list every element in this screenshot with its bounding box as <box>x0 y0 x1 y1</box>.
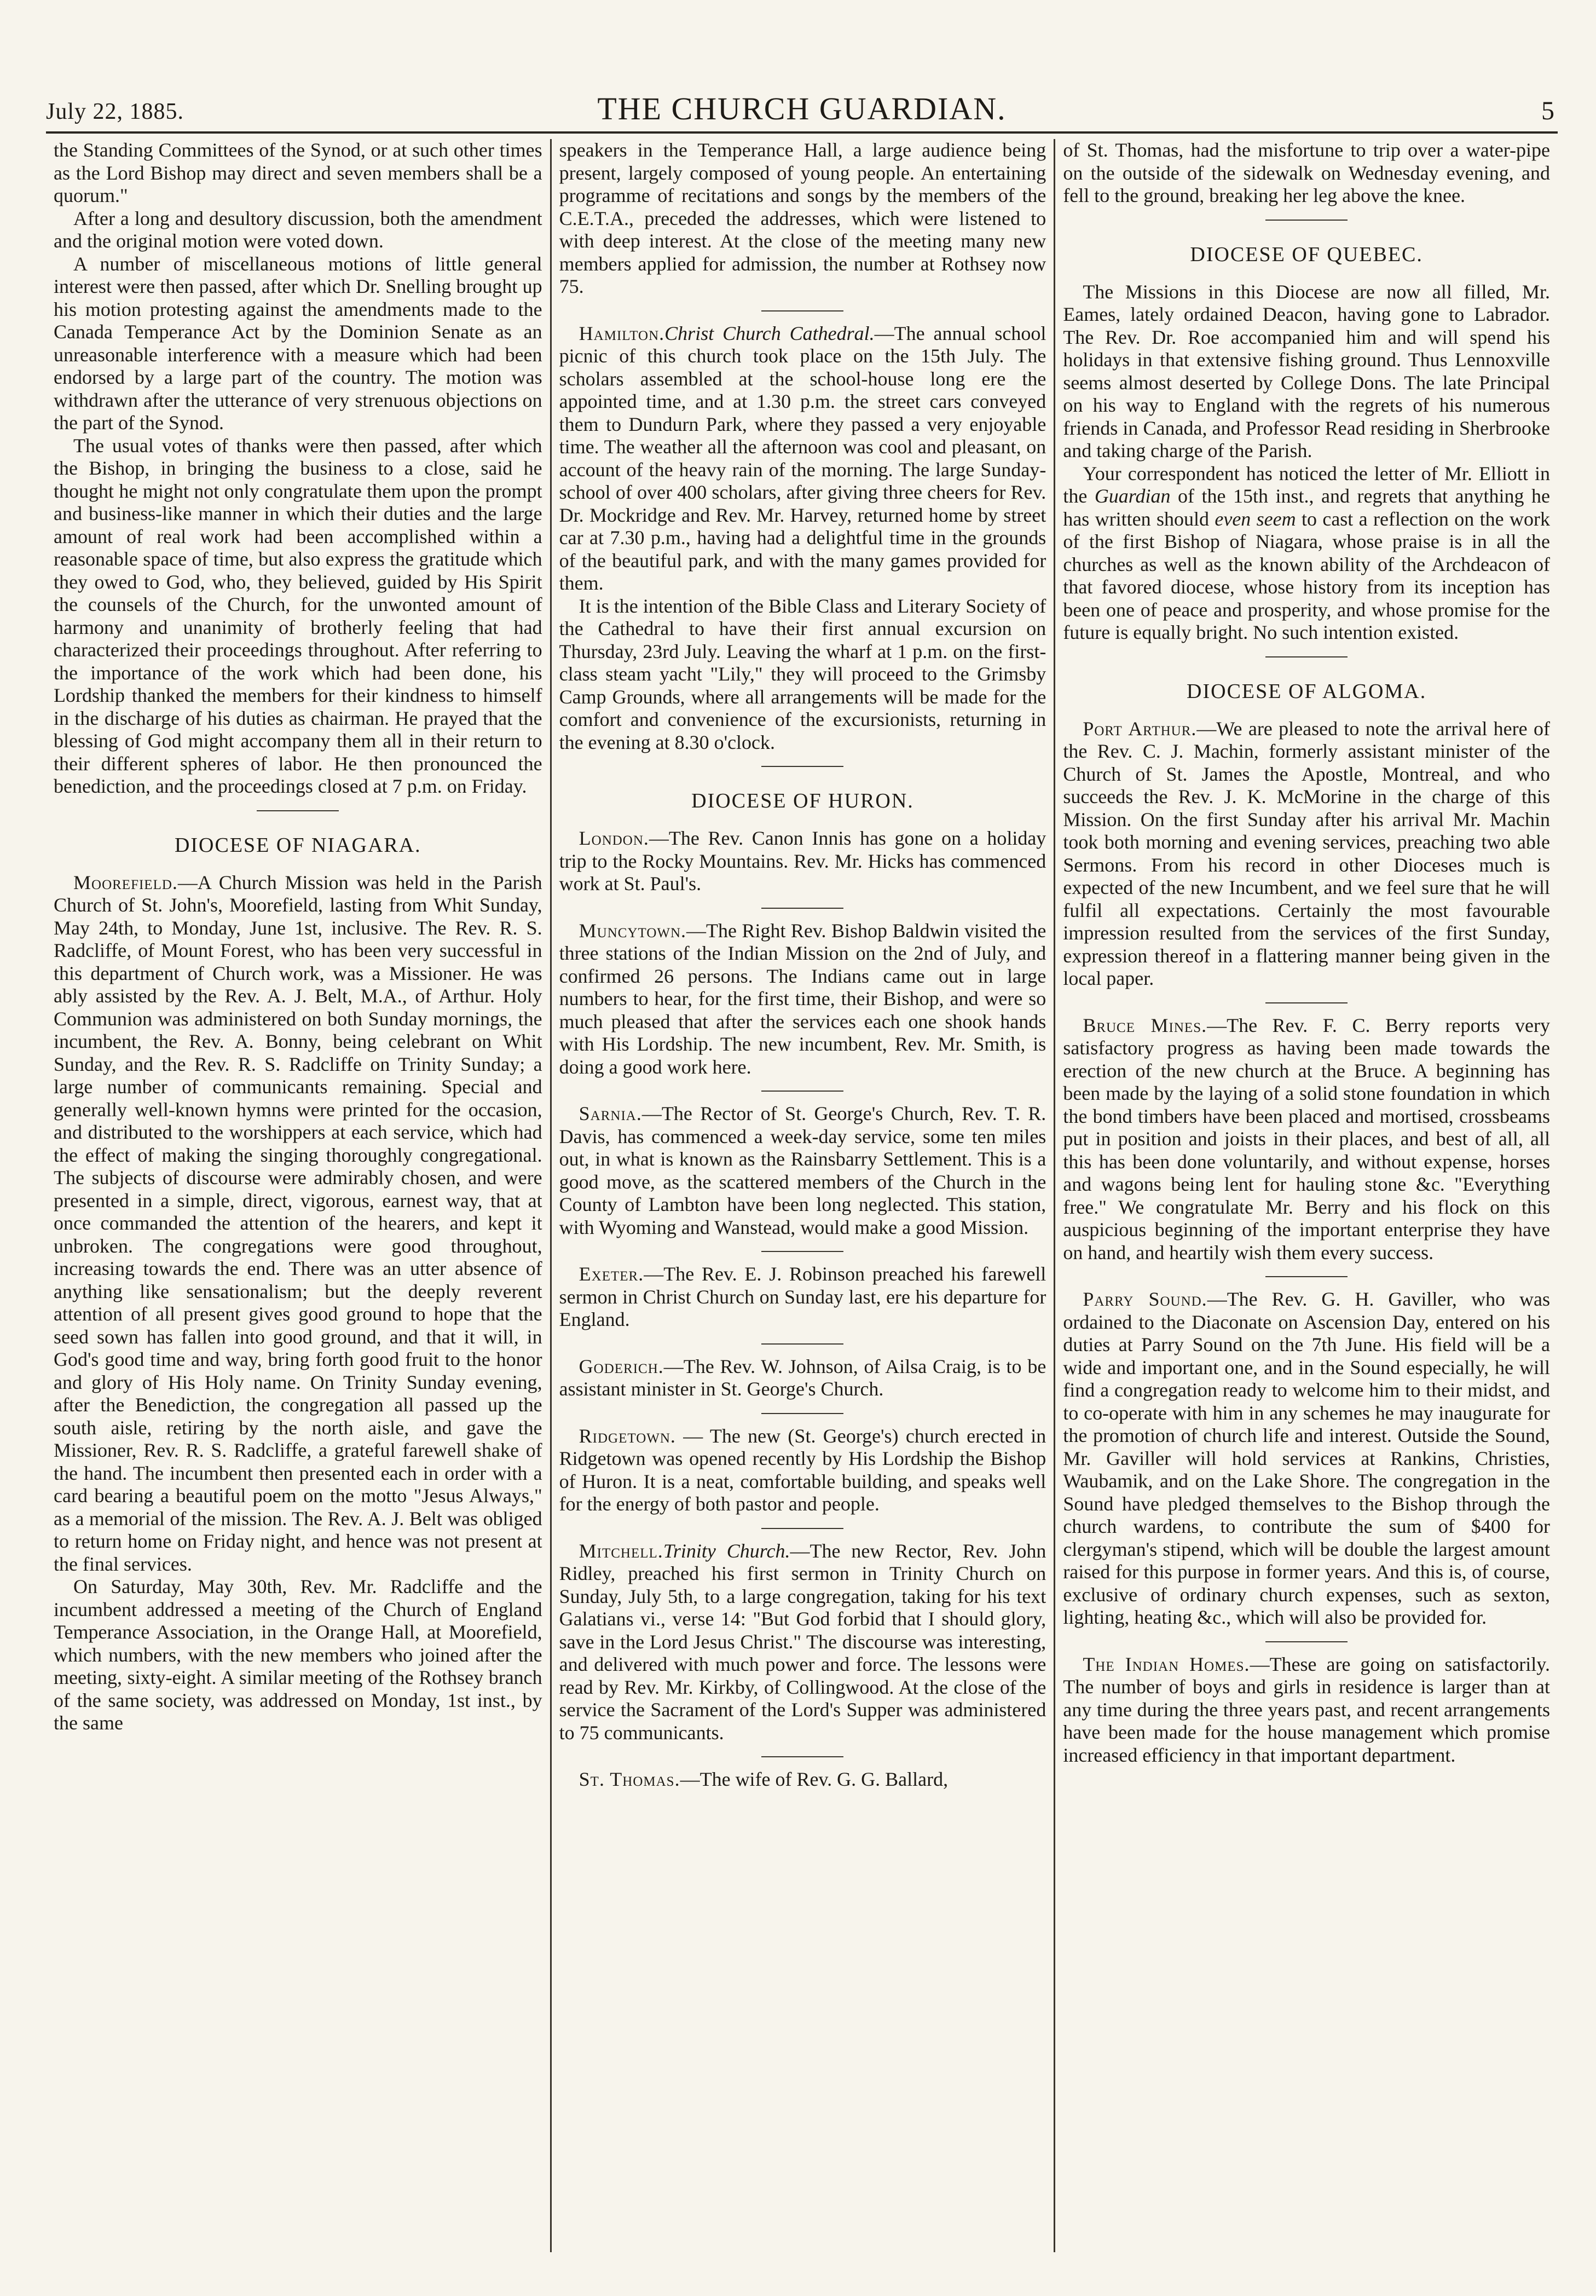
place-name: Exeter. <box>579 1263 644 1285</box>
place-name: St. Thomas. <box>579 1768 680 1790</box>
divider <box>761 1528 843 1529</box>
paragraph: On Saturday, May 30th, Rev. Mr. Radcliffe and the incumbent addressed a meeting of the Church of England Temperance Association, in the Orange Hall, at Moorefield, which numbers, with the new members who joined after the meeting, sixty-eight. A similar meeting of the Rothsey branch of the same society, was addressed on Monday, 1st inst., by the same <box>54 1576 542 1734</box>
paragraph <box>559 1355 1046 1401</box>
divider <box>1265 220 1348 221</box>
place-name: Goderich. <box>579 1355 664 1377</box>
paragraph: The usual votes of thanks were then passed, after which the Bishop, in bringing the business to a close, said he thought he might not only congratulate them upon the prompt and business-like manner in which their duties and the large amount of real work had been accomplished within a reasonable space of time, but also express the gratitude which they owed to God, who, they believed, guided by His Spirit the counsels of the Church, for the unwonted amount of harmony and unanimity of brotherly feeling that had characterized their proceedings throughout. After referring to the importance of the work which had been done, his Lordship thanked the members for their kindness to himself in the discharge of his duties as chairman. He prayed that the blessing of God might accompany them all in their return to their different spheres of labor. He then pronounced the benediction, and the proceedings closed at 7 p.m. on Friday. <box>54 434 542 797</box>
divider <box>761 310 843 311</box>
paragraph-text: — The new (St. George's) church erected in Ridgetown was opened recently by His Lordship the Bishop of Huron. It is a neat, comfortable building, and speaks well for the energy of both pastor and people. <box>559 1424 1046 1515</box>
paragraph <box>1063 1288 1550 1629</box>
place-name: Ridgetown. <box>579 1424 676 1447</box>
divider <box>1265 1002 1348 1003</box>
divider <box>761 1251 843 1252</box>
paragraph <box>1063 718 1550 990</box>
paragraph-text: —The Rev. G. H. Gaviller, who was ordained to the Diaconate on Ascension Day, entered on his duties at Parry Sound on the 7th June. His field will be a wide and important one, and in the Sound especially, he will find a congregation ready to welcome him to their midst, and to co-operate with him in any schemes he may inaugurate for the promotion of church life and interest. Outside the Sound, Mr. Gaviller will hold services at Rankins, Christies, Waubamik, and on the Lake Shore. The congregation in the Sound have pledged themselves to the Bishop through the church wardens, to contribute the sum of $400 for clergyman's stipend, which will be double the largest amount raised for this purpose in former years. And this is, of course, exclusive of ordinary church expenses, such as sexton, lighting, heating &c., which will also be provided for. <box>1063 1288 1550 1628</box>
paragraph: After a long and desultory discussion, both the amendment and the original motion were voted down. <box>54 207 542 252</box>
place-name: Sarnia. <box>579 1103 642 1124</box>
church-name: Trinity Church. <box>663 1539 790 1562</box>
masthead <box>46 82 1558 134</box>
paragraph-text: Your correspondent has noticed the letter of Mr. Elliott in the <box>1063 462 1550 507</box>
paragraph-text: —The Rev. F. C. Berry reports very satisfactory progress as having been made towards the erection of the new church at the Bruce. A beginning has been made by the laying of a solid stone foundation in which the bond timbers have been placed and mortised, crossbeams put in position and joists in their places, and best of all, all this has been done voluntarily, and without expense, horses and wagons being lent for hauling stone &c. "Everything free." We congratulate Mr. Berry and his flock on this auspicious beginning of the important enterprise they have on hand, and heartily wish them every success. <box>1063 1014 1550 1264</box>
divider <box>761 766 843 767</box>
column-1 <box>46 139 550 2252</box>
page-number: 5 <box>1541 96 1554 125</box>
place-name: Parry Sound. <box>1083 1288 1207 1310</box>
divider <box>761 1091 843 1092</box>
paragraph-text: —The annual school picnic of this church took place on the 15th July. The scholars assembled at the school-house long ere the appointed time, and at 1.30 p.m. the street cars conveyed them to Dundurn Park, where they passed a very enjoyable time. The weather all the afternoon was cool and pleasant, on account of the heavy rain of the morning. The large Sunday-school of over 400 scholars, after giving three cheers for Rev. Dr. Mockridge and Rev. Mr. Harvey, returned home by street car at 7.30 p.m., having had a delightful time in the grounds of the beautiful park, and with the many games provided for them. <box>559 322 1046 594</box>
divider <box>761 1756 843 1757</box>
paragraph-text: of the 15th inst., and regrets that anything he has written should <box>1063 485 1550 530</box>
emphasis-text: even seem <box>1215 507 1296 530</box>
paragraph-text: —The Rev. E. J. Robinson preached his farewell sermon in Christ Church on Sunday last, ere his departure for England. <box>559 1263 1046 1330</box>
place-name: London. <box>579 827 649 849</box>
paragraph <box>1063 463 1550 644</box>
divider <box>1265 1641 1348 1642</box>
paragraph <box>54 872 542 1576</box>
divider <box>257 810 339 811</box>
paragraph: The Missions in this Diocese are now all filled, Mr. Eames, lately ordained Deacon, having gone to Labrador. The Rev. Dr. Roe accompanied him and will spend his holidays in that extensive fishing ground. Thus Lennoxville seems almost deserted by College Dons. The late Principal on his way to England with the regrets of his numerous friends in Canada, and Professor Read residing in Sherbrooke and taking charge of the Parish. <box>1063 280 1550 461</box>
paragraph <box>559 1263 1046 1331</box>
place-name: Moorefield. <box>73 871 178 893</box>
divider <box>1265 656 1348 657</box>
place-name: Port Arthur. <box>1083 717 1197 740</box>
paragraph <box>559 1103 1046 1239</box>
place-name: Bruce Mines. <box>1083 1014 1207 1036</box>
divider <box>761 1413 843 1414</box>
section-heading: DIOCESE OF QUEBEC. <box>1190 243 1423 266</box>
place-name: Hamilton. <box>579 322 665 344</box>
paragraph-text: —The new Rector, Rev. John Ridley, preached his first sermon in Trinity Church on Sunday, July 5th, to a large congregation, taking for his text Galatians vi., verse 14: "But God forbid that I should glory, save in the Lord Jesus Christ." The discourse was interesting, and delivered with much power and force. The lessons were read by Rev. Mr. Kirkby, of Collingwood. At the close of the service the Sacrament of the Lord's Supper was administered to 75 communicants. <box>559 1539 1046 1744</box>
column-2 <box>550 139 1054 2252</box>
paragraph: the Standing Committees of the Synod, or at such other times as the Lord Bishop may direct and seven members shall be a quorum." <box>54 139 542 206</box>
divider <box>761 1343 843 1345</box>
paragraph: speakers in the Temperance Hall, a large audience being present, largely composed of young people. An entertaining programme of recitations and songs by the members of the C.E.T.A., preceded the addresses, which were listened to with deep interest. At the close of the meeting many new members applied for admission, the number at Rothsey now 75. <box>559 139 1046 297</box>
church-name: Christ Church Cathedral. <box>664 322 875 344</box>
paragraph-text: —The wife of Rev. G. G. Ballard, <box>680 1768 949 1790</box>
section-heading: DIOCESE OF NIAGARA. <box>174 833 421 857</box>
paragraph-text: —The Rector of St. George's Church, Rev. T. R. Davis, has commenced a week-day service, some ten miles out, in what is known as the Rainsbarry Settlement. This is a good move, as the scattered members of the Church in the County of Lambton have been long neglected. This station, with Wyoming and Wanstead, would make a good Mission. <box>559 1103 1046 1238</box>
paragraph-text: —The Right Rev. Bishop Baldwin visited the three stations of the Indian Mission on the 2nd of July, and confirmed 26 persons. The Indians came out in large numbers to hear, for the first time, their Bishop, and were so much pleased that after the services each one shook hands with His Lordship. The new incumbent, Rev. Mr. Smith, is doing a good work here. <box>559 919 1046 1078</box>
paragraph-text: —The Rev. Canon Innis has gone on a holiday trip to the Rocky Mountains. Rev. Mr. Hicks has commenced work at St. Paul's. <box>559 827 1046 895</box>
paragraph <box>559 1425 1046 1516</box>
paragraph: of St. Thomas, had the misfortune to trip over a water-pipe on the outside of the sidewalk on Wednesday evening, and fell to the ground, breaking her leg above the knee. <box>1063 139 1550 206</box>
paragraph-text: —These are going on satisfactorily. The number of boys and girls in residence is larger than at any time during the three years past, and recent arrangements have been made for the house management which promise increased efficiency in that important department. <box>1063 1653 1550 1766</box>
issue-date: July 22, 1885. <box>46 99 184 124</box>
paragraph <box>559 322 1046 595</box>
newspaper-title: THE CHURCH GUARDIAN. <box>597 91 1007 126</box>
divider <box>761 908 843 909</box>
place-name: Mitchell. <box>579 1539 663 1562</box>
place-name: Muncytown. <box>579 919 687 942</box>
paragraph <box>1063 1014 1550 1265</box>
paragraph-text: to cast a reflection on the work of the first Bishop of Niagara, whose praise is in all the churches as well as the known ability of the Archdeacon of that favored diocese, whose history from its inception has been one of peace and prosperity, and whose promise for the future is equally bright. No such intention existed. <box>1063 507 1550 643</box>
newspaper-name: Guardian <box>1094 485 1171 507</box>
paragraph-text: —We are pleased to note the arrival here of the Rev. C. J. Machin, formerly assistant minister of the Church of St. James the Apostle, Montreal, and who succeeds the Rev. J. K. McMorine in the charge of this Mission. On the first Sunday after his arrival Mr. Machin took both morning and evening services, preaching two able Sermons. From his record in other Dioceses much is expected of the new Incumbent, and we feel sure that he will fulfil all expectations. Certainly the most favourable impression resulted from the services of the first Sunday, expression thereof in a flattering manner being given in the local paper. <box>1063 717 1550 989</box>
paragraph: It is the intention of the Bible Class and Literary Society of the Cathedral to have their first annual excursion on Thursday, 23rd July. Leaving the wharf at 1 p.m. on the first-class steam yacht "Lily," they will proceed to the Grimsby Camp Grounds, where all arrangements will be made for the comfort and convenience of the excursionists, returning in the evening at 8.30 o'clock. <box>559 595 1046 753</box>
divider <box>1265 1276 1348 1277</box>
section-heading: DIOCESE OF ALGOMA. <box>1187 679 1427 703</box>
paragraph <box>559 1540 1046 1745</box>
paragraph <box>1063 1653 1550 1767</box>
paragraph: A number of miscellaneous motions of little general interest were then passed, after which Dr. Snelling brought up his motion protesting against the amendments made to the Canada Temperance Act by the Dominion Senate as an unreasonable interference with a measure which had been endorsed by a large part of the country. The motion was withdrawn after the utterance of very strenuous objections on the part of the Synod. <box>54 252 542 434</box>
article-columns <box>46 139 1558 2252</box>
paragraph-text: —The Rev. W. Johnson, of Ailsa Craig, is to be assistant minister in St. George's Church. <box>559 1355 1046 1400</box>
section-heading: DIOCESE OF HURON. <box>691 789 914 812</box>
paragraph <box>559 1768 1046 1791</box>
place-name: The Indian Homes. <box>1083 1653 1250 1675</box>
column-3 <box>1054 139 1558 2252</box>
paragraph <box>559 827 1046 896</box>
paragraph-text: —A Church Mission was held in the Parish Church of St. John's, Moorefield, lasting from Whit Sunday, May 24th, to Monday, June 1st, inclusive. The Rev. R. S. Radcliffe, of Mount Forest, who has been very successful in this department of Church work, was a Missioner. He was ably assisted by the Rev. A. J. Belt, M.A., of Arthur. Holy Communion was administered on both Sunday mornings, the incumbent, the Rev. A. Bonny, being celebrant on Whit Sunday, and the Rev. R. S. Radcliffe on Trinity Sunday; a large number of communicants remaining. Special and generally well-known hymns were printed for the occasion, and distributed to the worshippers at each service, which had the effect of making the singing thoroughly congregational. The subjects of discourse were admirably chosen, and were presented in a simple, direct, vigorous, earnest way, that at once commanded the attention of the hearers, and kept it unbroken. The congregations were good throughout, increasing towards the end. There was an utter absence of anything like sensationalism; but the deeply reverent attention of all present gives good ground to hope that the seed sown has fallen into good ground, and that it will, in God's good time and way, bring forth good fruit to the honor and glory of His Holy name. On Trinity Sunday evening, after the Benediction, the congregation all passed up the south aisle, retiring by the north aisle, and gave the Missioner, Rev. R. S. Radcliffe, a grateful farewell shake of the hand. The incumbent then presented each in order with a card bearing a beautiful poem on the motto "Jesus Always," as a memorial of the mission. The Rev. A. J. Belt was obliged to return home on Friday night, and hence was not present at the final services. <box>54 871 542 1575</box>
paragraph <box>559 920 1046 1079</box>
